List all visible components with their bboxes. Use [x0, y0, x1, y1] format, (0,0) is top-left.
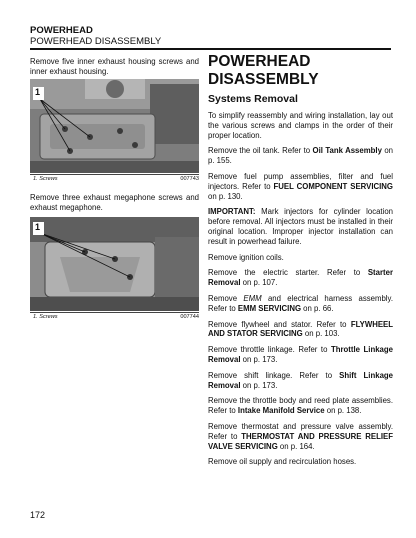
procedure-step	[208, 268, 393, 288]
text-run: Remove	[208, 293, 244, 303]
section-subtitle: Systems Removal	[208, 93, 298, 105]
page-header	[30, 25, 391, 47]
text-run: on p. 173.	[240, 380, 278, 390]
page-title: POWERHEAD DISASSEMBLY	[208, 53, 319, 88]
subsection-title: POWERHEAD DISASSEMBLY	[30, 36, 162, 47]
italic-text: EMM	[243, 293, 262, 303]
bold-text: Throttle Linkage Removal	[208, 345, 393, 364]
procedure-step	[208, 422, 393, 451]
text-run: Remove the oil tank. Refer to	[208, 146, 313, 156]
procedure-step	[208, 253, 393, 263]
text-run: Remove thermostat and pressure valve assembly. Refer to	[208, 421, 393, 441]
bold-text: IMPORTANT:	[208, 207, 256, 217]
procedure-step	[208, 396, 393, 416]
text-run: on p. 66.	[301, 303, 334, 313]
step-remove-megaphone: Remove three exhaust megaphone screws and exhaust megaphone.	[30, 193, 199, 212]
page-number: 172	[30, 510, 46, 520]
bold-text: Oil Tank Assembly	[312, 146, 382, 156]
figure-callout: 1	[35, 87, 41, 97]
figure-photo-2	[30, 217, 199, 311]
procedure-step	[208, 207, 393, 246]
figure-callout: 1	[35, 222, 41, 232]
bold-text: FUEL COMPONENT SERVICING	[273, 181, 393, 191]
caption-label: 1. Screws	[33, 314, 58, 320]
caption-rule	[30, 312, 199, 313]
step-remove-inner-exhaust: Remove five inner exhaust housing screws and inner exhaust housing.	[30, 57, 199, 76]
bold-text: FLYWHEEL AND STATOR SERVICING	[208, 319, 393, 339]
figure-code: 007743	[180, 176, 199, 182]
text-run: on p. 155.	[208, 146, 393, 166]
right-column	[208, 53, 393, 467]
bold-text: Intake Manifold Service	[237, 406, 325, 416]
text-run: Remove ignition coils.	[208, 252, 284, 262]
text-run: Remove fuel pump assemblies, filter and fuel injectors. Refer to	[208, 171, 393, 191]
procedure-steps	[208, 111, 393, 467]
procedure-step	[208, 345, 393, 365]
figure-exhaust-megaphone	[30, 217, 199, 311]
text-run: Remove the electric starter. Refer to	[208, 268, 368, 278]
text-run: Remove the throttle body and reed plate assemblies. Refer to	[208, 396, 393, 416]
section-title: POWERHEAD	[30, 25, 93, 36]
header-rule	[30, 48, 391, 50]
figure-inner-exhaust-housing	[30, 79, 199, 173]
bold-text: EMM SERVICING	[237, 303, 302, 313]
procedure-step	[208, 146, 393, 166]
text-run: on p. 173.	[240, 354, 278, 364]
procedure-step	[208, 320, 393, 340]
text-run: and electrical harness assembly. Refer to	[208, 293, 394, 313]
procedure-step	[208, 172, 393, 201]
text-run: Mark injectors for cylinder location before removal. All injectors must be installed in their original location. Improper injector installation can result in powerhead failure.	[208, 207, 393, 246]
bold-text: Shift Linkage Removal	[208, 370, 393, 390]
procedure-step	[208, 294, 393, 314]
text-run: on p. 130.	[208, 191, 243, 201]
text-run: To simplify reassembly and wiring installation, lay out the various screws and clamps in the order of their proper location.	[208, 111, 393, 140]
procedure-step	[208, 457, 393, 467]
caption-label: 1. Screws	[33, 176, 58, 182]
procedure-step	[208, 371, 393, 391]
text-run: Remove flywheel and stator. Refer to	[208, 319, 351, 329]
text-run: Remove shift linkage. Refer to	[208, 370, 340, 380]
text-run: Remove oil supply and recirculation hoses.	[208, 457, 357, 467]
text-run: on p. 103.	[302, 329, 340, 339]
bold-text: THERMOSTAT AND PRESSURE RELIEF VALVE SERVICING	[208, 431, 394, 451]
text-run: on p. 164.	[277, 441, 315, 451]
left-column	[30, 57, 199, 320]
caption-rule	[30, 174, 199, 175]
text-run: Remove throttle linkage. Refer to	[208, 345, 331, 355]
bold-text: Starter Removal	[208, 268, 393, 288]
figure-code: 007744	[180, 314, 199, 320]
text-run: on p. 138.	[324, 406, 362, 416]
procedure-step	[208, 111, 393, 140]
text-run: on p. 107.	[240, 278, 278, 288]
figure-photo-1	[30, 79, 199, 173]
